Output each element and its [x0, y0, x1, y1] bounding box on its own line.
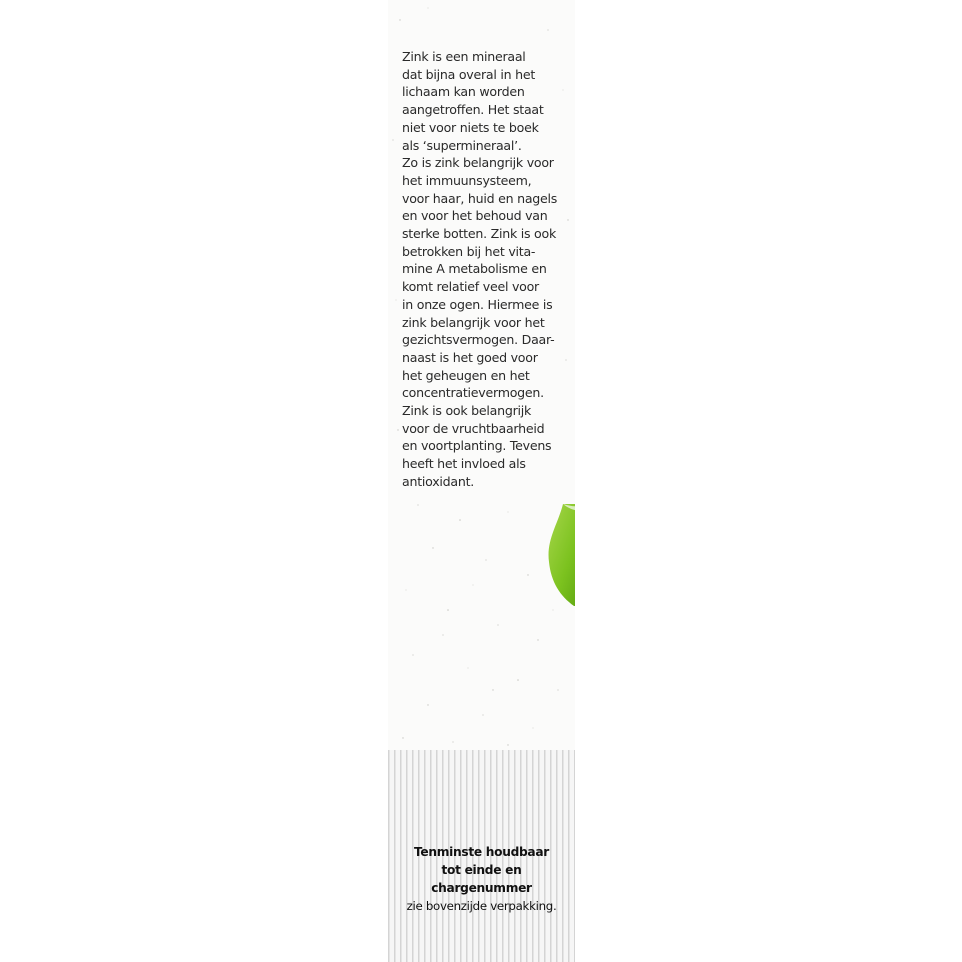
best-before-notice — [388, 843, 575, 915]
notice-line-4: zie bovenzijde verpakking. — [406, 899, 557, 913]
description-line: aangetroffen. Het staat — [402, 102, 544, 118]
description-line: gezichtsvermogen. Daar- — [402, 332, 555, 348]
description-line: Zink is een mineraal — [402, 49, 526, 64]
description-line: concentratievermogen. — [402, 385, 544, 401]
description-line: Zink is ook belangrijk — [402, 403, 532, 419]
description-line: Zo is zink belangrijk voor — [402, 155, 554, 171]
description-line: niet voor niets te boek — [402, 119, 539, 135]
description-line: dat bijna overal in het — [402, 66, 536, 82]
description-line: antioxidant. — [402, 473, 475, 489]
description-line: als ‘supermineraal’. — [402, 137, 522, 153]
description-line: betrokken bij het vita- — [402, 243, 536, 259]
description-line: sterke botten. Zink is ook — [402, 226, 557, 242]
description-line: voor haar, huid en nagels — [402, 190, 558, 206]
notice-line-2: tot einde en — [441, 863, 522, 877]
description-line: zink belangrijk voor het — [402, 314, 545, 330]
description-line: naast is het goed voor — [402, 349, 538, 365]
zinc-description — [402, 48, 572, 491]
description-line: en voor het behoud van — [402, 208, 548, 224]
description-line: en voortplanting. Tevens — [402, 438, 552, 454]
notice-line-3: chargenummer — [431, 881, 532, 895]
description-line: lichaam kan worden — [402, 84, 525, 100]
description-line: in onze ogen. Hiermee is — [402, 296, 553, 312]
description-line: voor de vruchtbaarheid — [402, 420, 545, 436]
description-line: mine A metabolisme en — [402, 261, 547, 277]
notice-line-1: Tenminste houdbaar — [413, 845, 549, 859]
description-line: het geheugen en het — [402, 367, 530, 383]
description-line: het immuunsysteem, — [402, 172, 532, 188]
description-line: komt relatief veel voor — [402, 279, 539, 295]
product-label-strip — [388, 0, 575, 962]
description-line: heeft het invloed als — [402, 456, 526, 472]
green-leaf-icon — [546, 500, 575, 610]
